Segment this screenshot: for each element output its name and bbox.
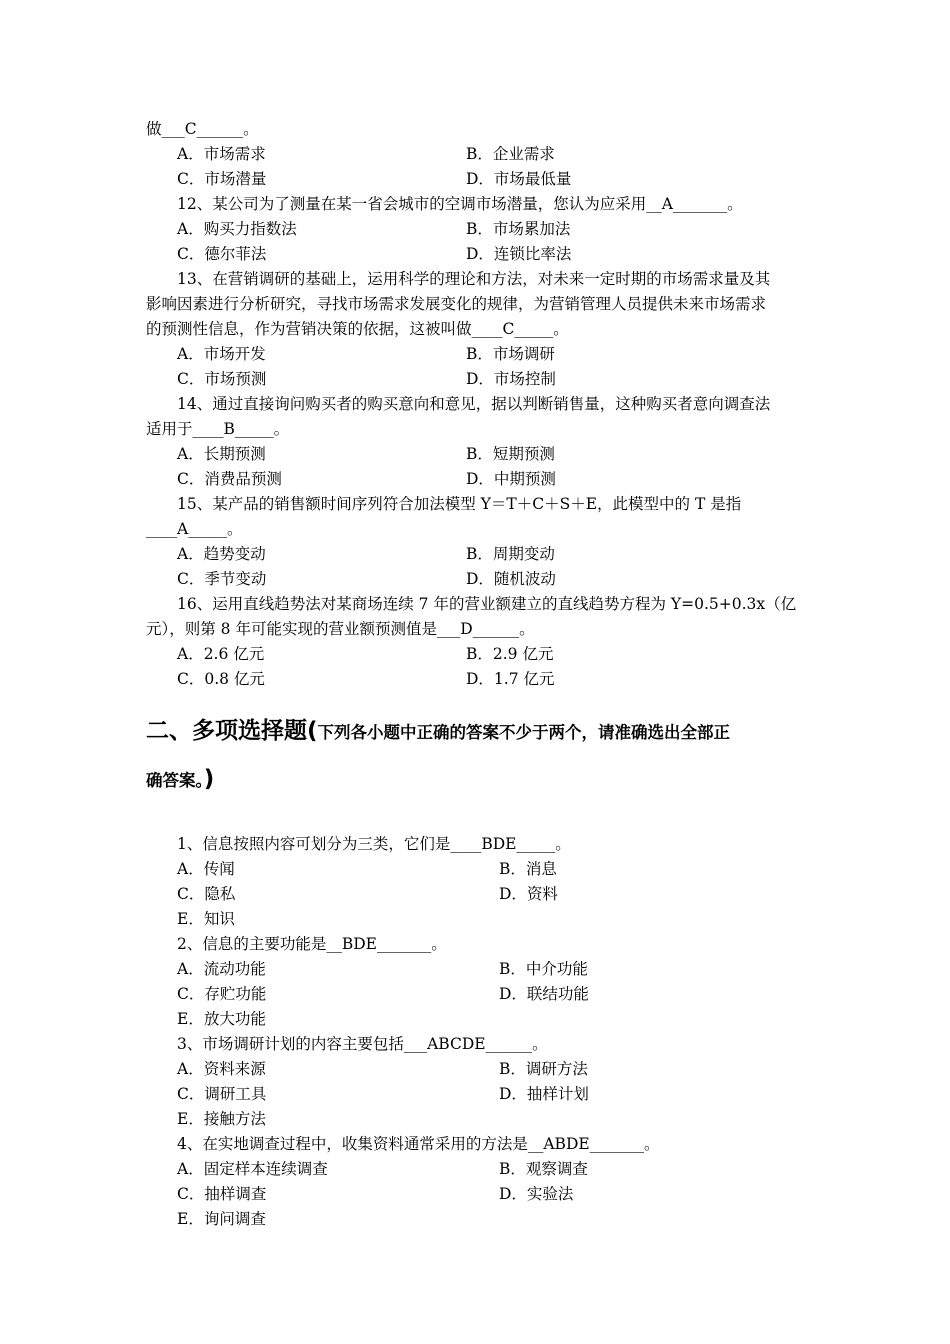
option: E．放大功能 <box>177 1010 266 1028</box>
option: E．询问调查 <box>177 1210 266 1228</box>
option: B．市场累加法 <box>466 220 571 238</box>
option: C．市场预测 <box>177 370 267 388</box>
option: A．购买力指数法 <box>177 220 297 238</box>
option: B．企业需求 <box>466 145 555 163</box>
option: A．传闻 <box>177 860 235 878</box>
option: C．调研工具 <box>177 1085 267 1103</box>
option: D．市场控制 <box>466 370 556 388</box>
option: A．资料来源 <box>177 1060 266 1078</box>
option: D．实验法 <box>499 1185 574 1203</box>
option: B．观察调查 <box>499 1160 588 1178</box>
option: D．随机波动 <box>466 570 556 588</box>
option: A．趋势变动 <box>177 545 266 563</box>
option: D．连锁比率法 <box>466 245 572 263</box>
option: C．市场潜量 <box>177 170 267 188</box>
question-line: 12、某公司为了测量在某一省会城市的空调市场潜量，您认为应采用__A_______。 <box>177 195 743 213</box>
question-line: 13、在营销调研的基础上，运用科学的理论和方法，对未来一定时期的市场需求量及其 <box>177 270 771 288</box>
option: E．接触方法 <box>177 1110 266 1128</box>
option: C．存贮功能 <box>177 985 267 1003</box>
question-line: 的预测性信息，作为营销决策的依据，这被叫做____C_____。 <box>146 320 569 338</box>
question-line: 4、在实地调查过程中，收集资料通常采用的方法是__ABDE_______。 <box>177 1135 660 1153</box>
question-line: 影响因素进行分析研究，寻找市场需求发展变化的规律，为营销管理人员提供未来市场需求 <box>146 295 767 313</box>
option: C．德尔菲法 <box>177 245 267 263</box>
option: C．抽样调查 <box>177 1185 267 1203</box>
section-2-note: 下列各小题中正确的答案不少于两个，请准确选出全部正 <box>317 723 731 742</box>
question-line: 3、市场调研计划的内容主要包括___ABCDE______。 <box>177 1035 548 1053</box>
option: B．中介功能 <box>499 960 588 978</box>
question-line: 2、信息的主要功能是__BDE_______。 <box>177 935 447 953</box>
option: B．周期变动 <box>466 545 555 563</box>
question-line: 15、某产品的销售额时间序列符合加法模型 Y＝T＋C＋S＋E，此模型中的 T 是指 <box>177 495 742 513</box>
option: B．2.9 亿元 <box>466 645 554 663</box>
option: D．1.7 亿元 <box>466 670 555 688</box>
section-2-note-cont: 确答案。 <box>146 771 204 790</box>
option: B．调研方法 <box>499 1060 588 1078</box>
option: A．市场需求 <box>177 145 266 163</box>
option: E．知识 <box>177 910 235 928</box>
option: C．季节变动 <box>177 570 267 588</box>
option: D．抽样计划 <box>499 1085 589 1103</box>
question-line: 元），则第 8 年可能实现的营业额预测值是___D______。 <box>146 620 535 638</box>
option: A．市场开发 <box>177 345 266 363</box>
option: B．市场调研 <box>466 345 555 363</box>
option: B．消息 <box>499 860 557 878</box>
option: D．联结功能 <box>499 985 589 1003</box>
question-line: ____A_____。 <box>146 520 243 538</box>
option: A．2.6 亿元 <box>177 645 265 663</box>
option: D．市场最低量 <box>466 170 572 188</box>
question-line: 14、通过直接询问购买者的购买意向和意见，据以判断销售量，这种购买者意向调查法 <box>177 395 771 413</box>
option: D．资料 <box>499 885 558 903</box>
option: C．0.8 亿元 <box>177 670 265 688</box>
option: A．流动功能 <box>177 960 266 978</box>
option: A．固定样本连续调查 <box>177 1160 328 1178</box>
question-line: 做___C______。 <box>146 120 259 138</box>
section-2-heading <box>146 712 730 745</box>
question-line: 1、信息按照内容可划分为三类，它们是____BDE_____。 <box>177 835 571 853</box>
section-2-close: ) <box>203 766 215 792</box>
section-2-heading-cont <box>146 766 214 792</box>
question-line: 16、运用直线趋势法对某商场连续 7 年的营业额建立的直线趋势方程为 Y=0.5+0.3x（亿 <box>177 595 797 613</box>
option: C．隐私 <box>177 885 236 903</box>
option: D．中期预测 <box>466 470 556 488</box>
section-2-title: 二、多项选择题( <box>146 718 318 744</box>
option: A．长期预测 <box>177 445 266 463</box>
option: B．短期预测 <box>466 445 555 463</box>
option: C．消费品预测 <box>177 470 282 488</box>
question-line: 适用于____B_____。 <box>146 420 290 438</box>
